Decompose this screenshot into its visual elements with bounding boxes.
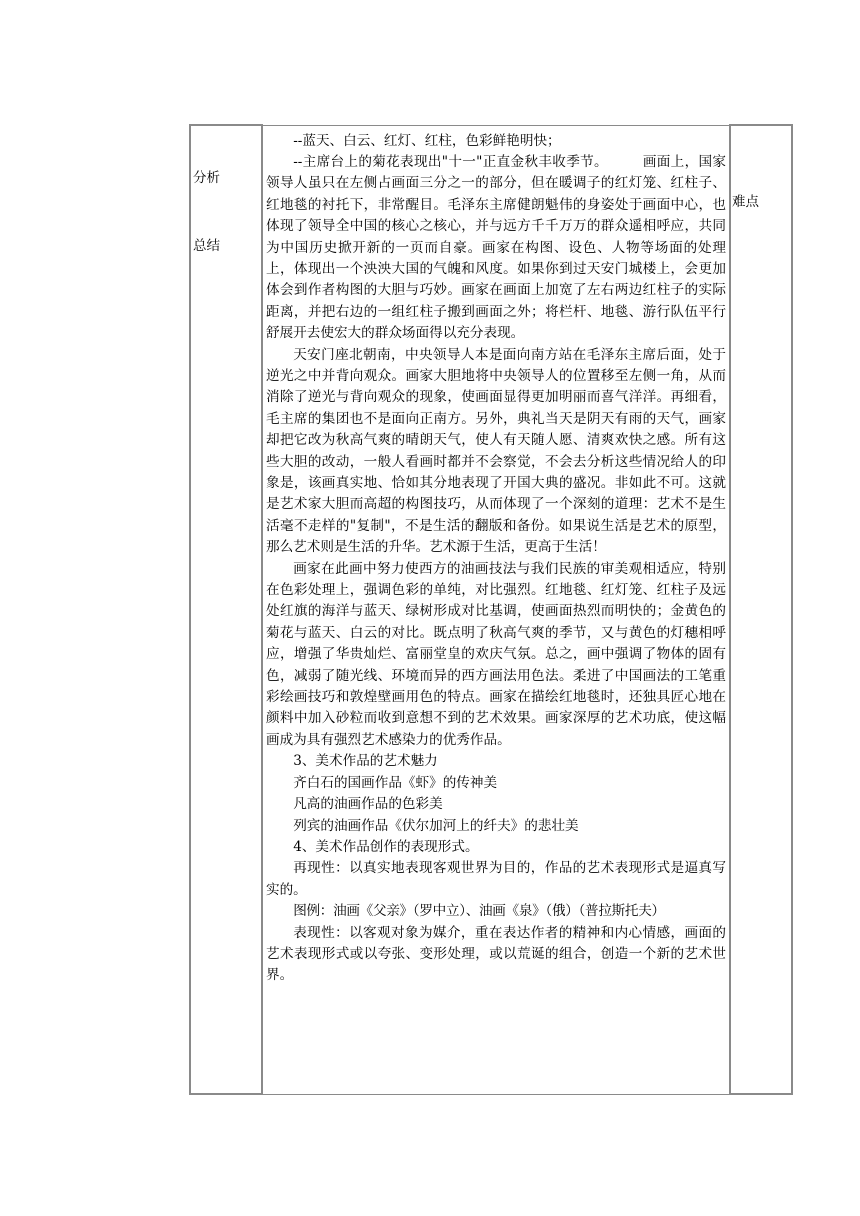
paragraph-4: 画家在此画中努力使西方的油画技法与我们民族的审美观相适应，特别在色彩处理上，强调色彩的单纯，对比强烈。红地毯、红灯笼、红柱子及远处红旗的海洋与蓝天、绿树形成对比基调，使画面热烈而明快的；金黄色的菊花与蓝天、白云的对比。既点明了秋高气爽的季节，又与黄色的灯穗相呼应，增强了华贵灿烂、富丽堂皇的欢庆气氛。总之，画中强调了物体的固有色，减弱了随光线、环境而异的西方画法用色法。柔进了中国画法的工笔重彩绘画技巧和敦煌壁画用色的特点。画家在描绘红地毯时，还独具匠心地在颜料中加入砂粒而收到意想不到的艺术效果。画家深厚的艺术功底，使这幅画成为具有强烈艺术感染力的优秀作品。 — [266, 560, 726, 748]
paragraph-2: --主席台上的菊花表现出"十一"正直金秋丰收季节。 画面上，国家领导人虽只在左侧占画面三分之一的部分，但在暖调子的红灯笼、红柱子、红地毯的衬托下，非常醒目。毛泽东主席健朗魁伟的身姿处于画面中心，也体现了领导全中国的核心之核心，并与远方千千万万的群众遥相呼应，共同为中国历史掀开新的一页而自豪。画家在构图、设色、人物等场面的处理上，体现出一个泱泱大国的气魄和风度。如果你到过天安门城楼上，会更加体会到作者构图的大胆与巧妙。画家在画面上加宽了左右两边红柱子的实际距离，并把右边的一组红柱子搬到画面之外；将栏杆、地毯、游行队伍平行舒展开去使宏大的群众场面得以充分表现。 — [266, 153, 726, 342]
paragraph-examples: 图例：油画《父亲》（罗中立）、油画《泉》（俄）（普拉斯托夫） — [293, 903, 665, 920]
paragraph-representational: 再现性：以真实地表现客观世界为目的，作品的艺术表现形式是逼真写实的。 — [266, 860, 726, 898]
paragraph-1: --蓝天、白云、红灯、红柱，色彩鲜艳明快； — [293, 132, 561, 149]
heading-expression-forms: 4、美术作品创作的表现形式。 — [293, 838, 479, 855]
heading-art-charm: 3、美术作品的艺术魅力 — [293, 753, 438, 770]
list-item: 列宾的油画作品《伏尔加河上的纤夫》的悲壮美 — [293, 817, 579, 834]
content-body — [263, 126, 729, 987]
label-summary: 总结 — [193, 238, 220, 254]
paragraph-expressive: 表现性：以客观对象为媒介，重在表达作者的精神和内心情感，画面的艺术表现形式或以夸张、变形处理，或以荒诞的组合，创造一个新的艺术世界。 — [266, 924, 726, 984]
right-label-wrap — [731, 126, 791, 1093]
right-label-cell — [730, 125, 792, 1094]
list-item: 凡高的油画作品的色彩美 — [293, 796, 443, 813]
lesson-plan-table — [189, 124, 793, 1095]
left-label-cell — [190, 125, 262, 1094]
table-row — [190, 125, 792, 1094]
label-difficulty: 难点 — [732, 194, 759, 210]
paragraph-3: 天安门座北朝南，中央领导人本是面向南方站在毛泽东主席后面，处于逆光之中并背向观众。画家大胆地将中央领导人的位置移至左侧一角，从而消除了逆光与背向观众的现象，使画面显得更加明丽而喜气洋洋。再细看，毛主席的集团也不是面向正南方。另外，典礼当天是阴天有雨的天气，画家却把它改为秋高气爽的晴朗天气，使人有天随人愿、清爽欢快之感。所有这些大胆的改动，一般人看画时都并不会察觉，不会去分析这些情况给人的印象是，该画真实地、恰如其分地表现了开国大典的盛况。非如此不可。这就是艺术家大胆而高超的构图技巧，从而体现了一个深刻的道理：艺术不是生活毫不走样的"复制"，不是生活的翻版和备份。如果说生活是艺术的原型，那么艺术则是生活的升华。艺术源于生活，更高于生活！ — [266, 346, 726, 556]
content-cell — [262, 125, 730, 1094]
left-label-wrap — [191, 126, 261, 1093]
label-analysis: 分析 — [193, 170, 220, 186]
list-item: 齐白石的国画作品《虾》的传神美 — [293, 774, 498, 791]
